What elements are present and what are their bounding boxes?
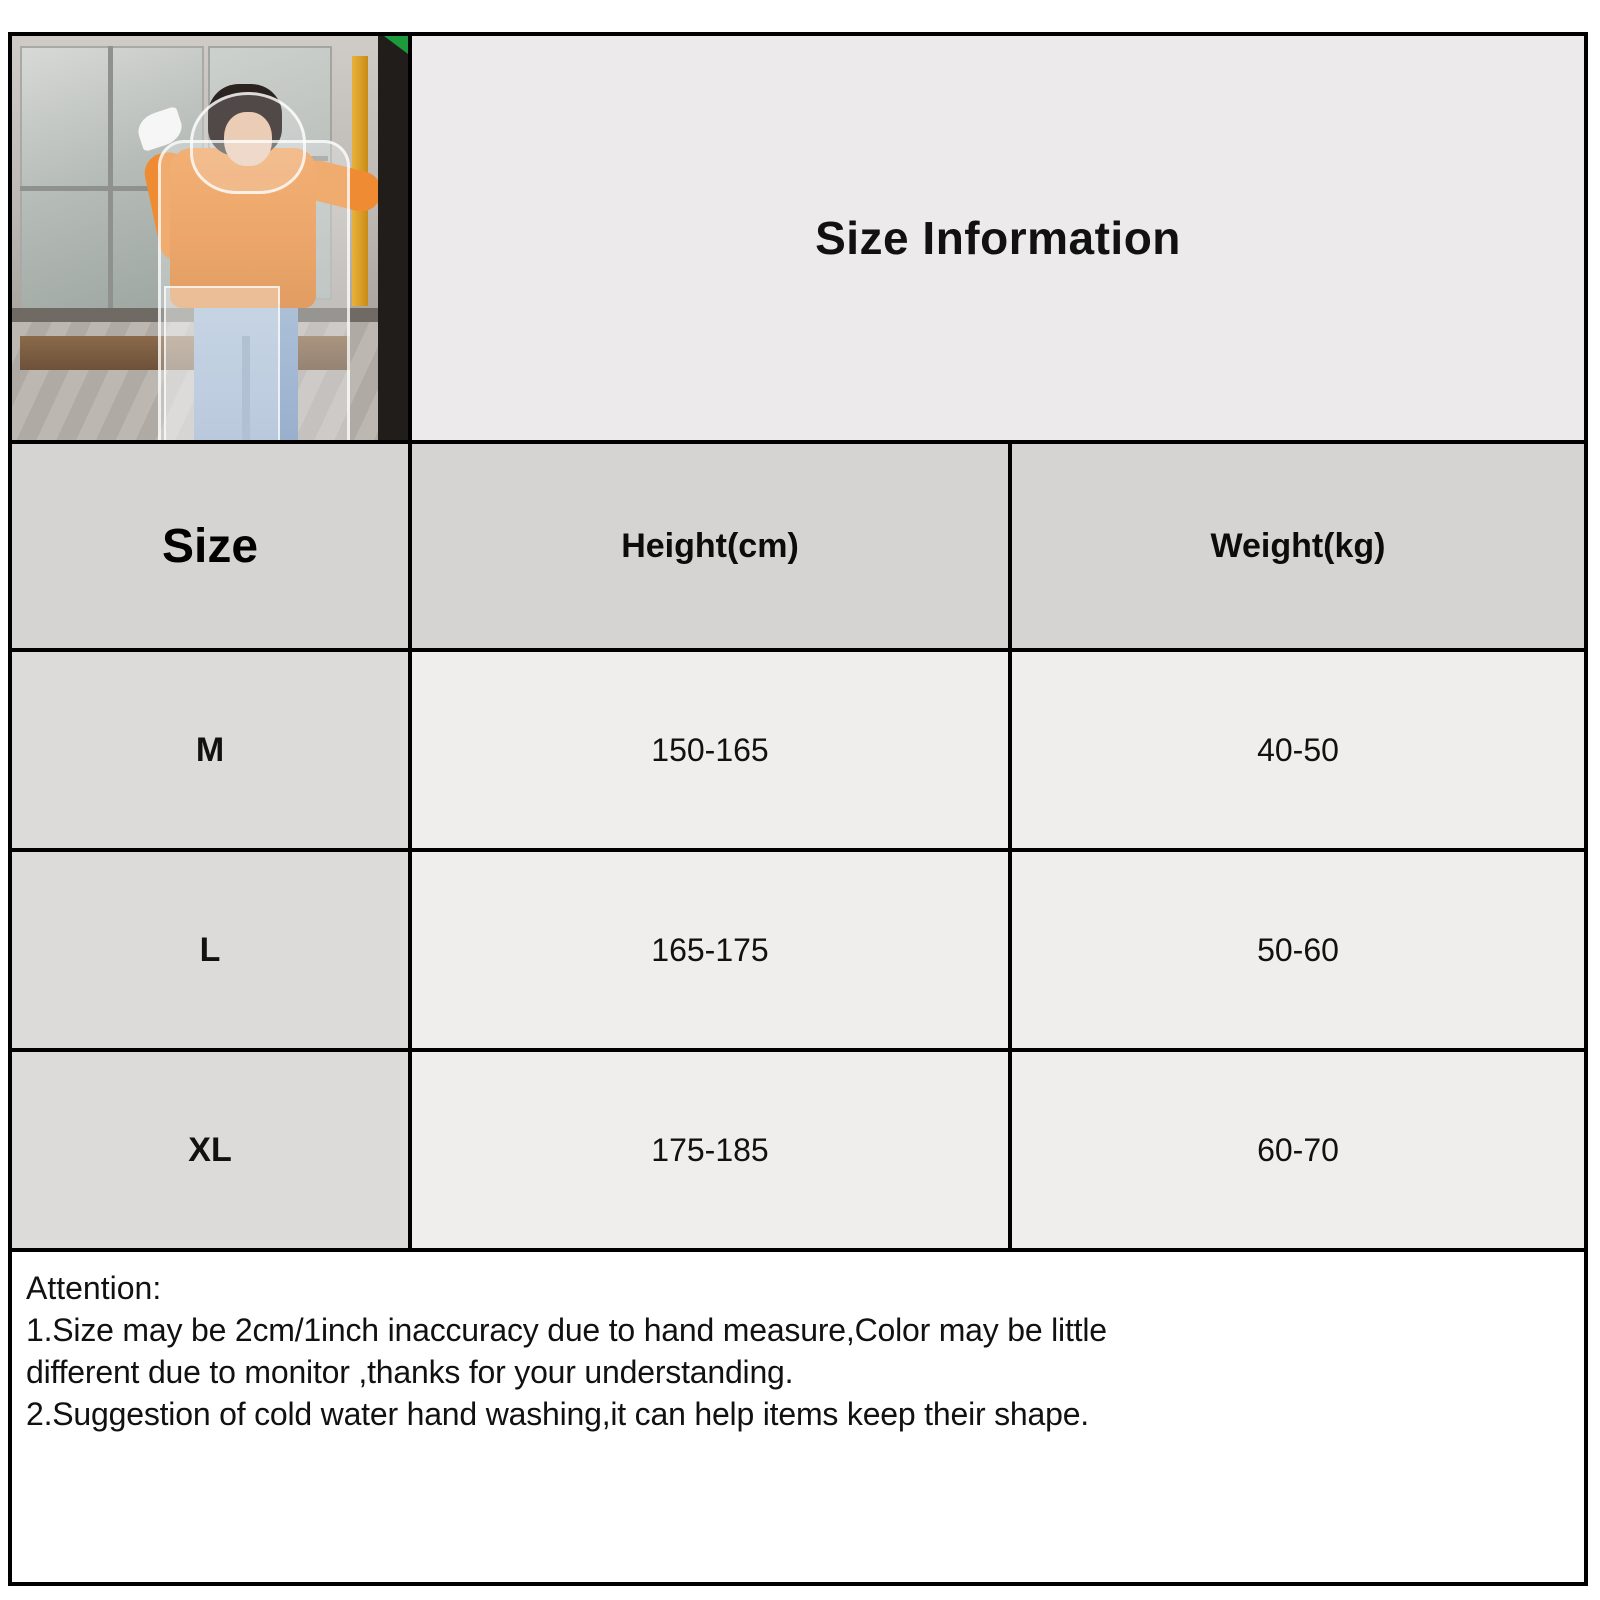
title-cell <box>412 36 1584 444</box>
attention-note-1-line-2: different due to monitor ,thanks for your understanding. <box>26 1354 794 1391</box>
cell-weight: 40-50 <box>1012 652 1584 852</box>
attention-heading: Attention: <box>26 1270 162 1306</box>
size-information-table <box>8 32 1588 1586</box>
attention-note-1-line-1: 1.Size may be 2cm/1inch inaccuracy due to hand measure,Color may be little <box>26 1311 1107 1348</box>
attention-note-2: 2.Suggestion of cold water hand washing,it can help items keep their shape. <box>26 1396 1090 1433</box>
table-row <box>12 1052 1584 1252</box>
cell-height: 165-175 <box>412 852 1012 1052</box>
cell-weight: 60-70 <box>1012 1052 1584 1252</box>
page-title: Size Information <box>815 212 1181 264</box>
cell-weight: 50-60 <box>1012 852 1584 1052</box>
cell-height: 150-165 <box>412 652 1012 852</box>
table-row <box>12 652 1584 852</box>
cell-size: L <box>12 852 412 1052</box>
cell-size: M <box>12 652 412 852</box>
product-photo <box>12 36 412 444</box>
product-photo-illustration <box>12 36 408 440</box>
column-header-row <box>12 444 1584 652</box>
column-header-height: Height(cm) <box>412 444 1012 652</box>
cell-height: 175-185 <box>412 1052 1012 1252</box>
table-header-row <box>12 36 1584 444</box>
attention-section <box>12 1252 1584 1582</box>
column-header-size: Size <box>12 444 412 652</box>
column-header-weight: Weight(kg) <box>1012 444 1584 652</box>
cell-size: XL <box>12 1052 412 1252</box>
table-row <box>12 852 1584 1052</box>
